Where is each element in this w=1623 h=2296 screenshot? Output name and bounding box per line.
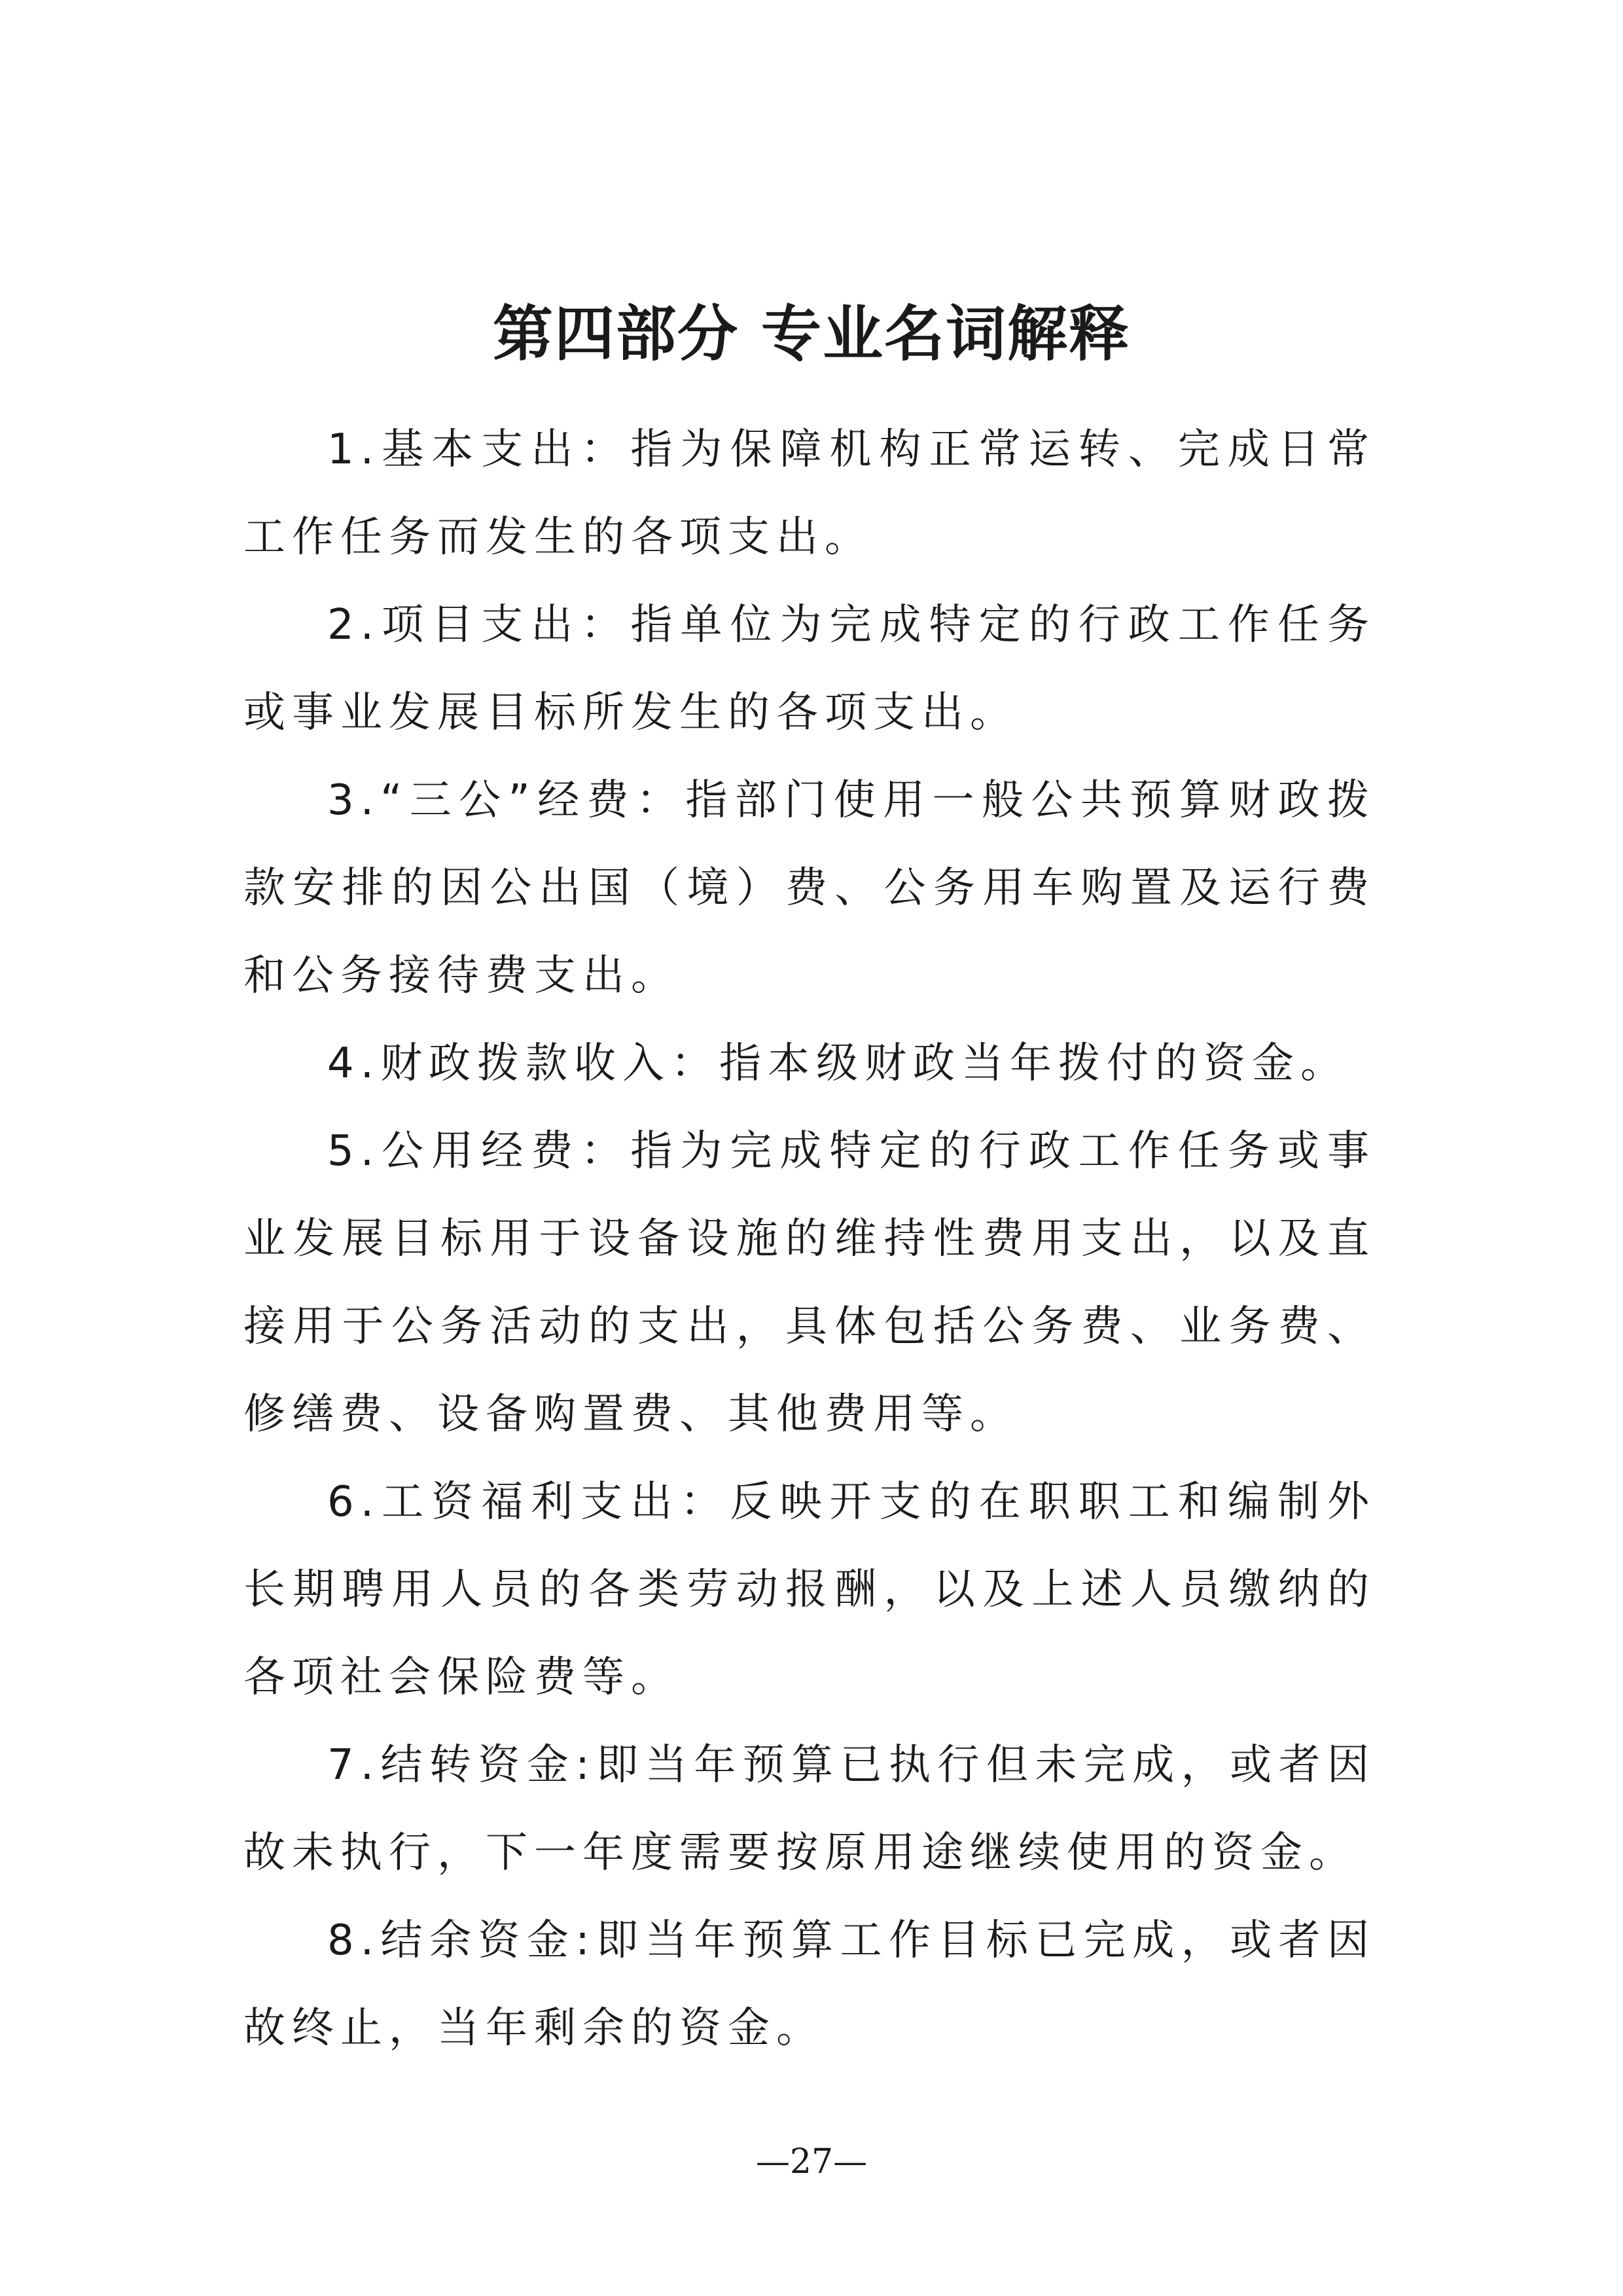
- page-title: 第四部分 专业名词解释: [492, 298, 1131, 369]
- page-number: —27—: [755, 2142, 868, 2181]
- definition-public-funds: 5.公用经费：指为完成特定的行政工作任务或事业发展目标用于设备设施的维持性费用支出，以及直接用于公务活动的支出，具体包括公务费、业务费、修缮费、设备购置费、其他费用等。: [243, 1127, 1376, 1439]
- definitions-list: [243, 406, 1376, 2072]
- definition-carryover-funds: 7.结转资金:即当年预算已执行但未完成，或者因故未执行，下一年度需要按原用途继续使用的资金。: [243, 1741, 1376, 1877]
- definition-fiscal-appropriation-income: 4.财政拨款收入：指本级财政当年拨付的资金。: [327, 1039, 1349, 1088]
- definition-three-public-funds: 3.“三公”经费：指部门使用一般公共预算财政拨款安排的因公出国（境）费、公务用车购置及运行费和公务接待费支出。: [243, 776, 1376, 1000]
- definition-wage-welfare-expenditure: 6.工资福利支出：反映开支的在职职工和编制外长期聘用人员的各类劳动报酬，以及上述人员缴纳的各项社会保险费等。: [243, 1478, 1376, 1702]
- definition-surplus-funds: 8.结余资金:即当年预算工作目标已完成，或者因故终止，当年剩余的资金。: [243, 1916, 1376, 2053]
- definition-project-expenditure: 2.项目支出：指单位为完成特定的行政工作任务或事业发展目标所发生的各项支出。: [243, 601, 1376, 737]
- definition-basic-expenditure: 1.基本支出：指为保障机构正常运转、完成日常工作任务而发生的各项支出。: [243, 425, 1376, 562]
